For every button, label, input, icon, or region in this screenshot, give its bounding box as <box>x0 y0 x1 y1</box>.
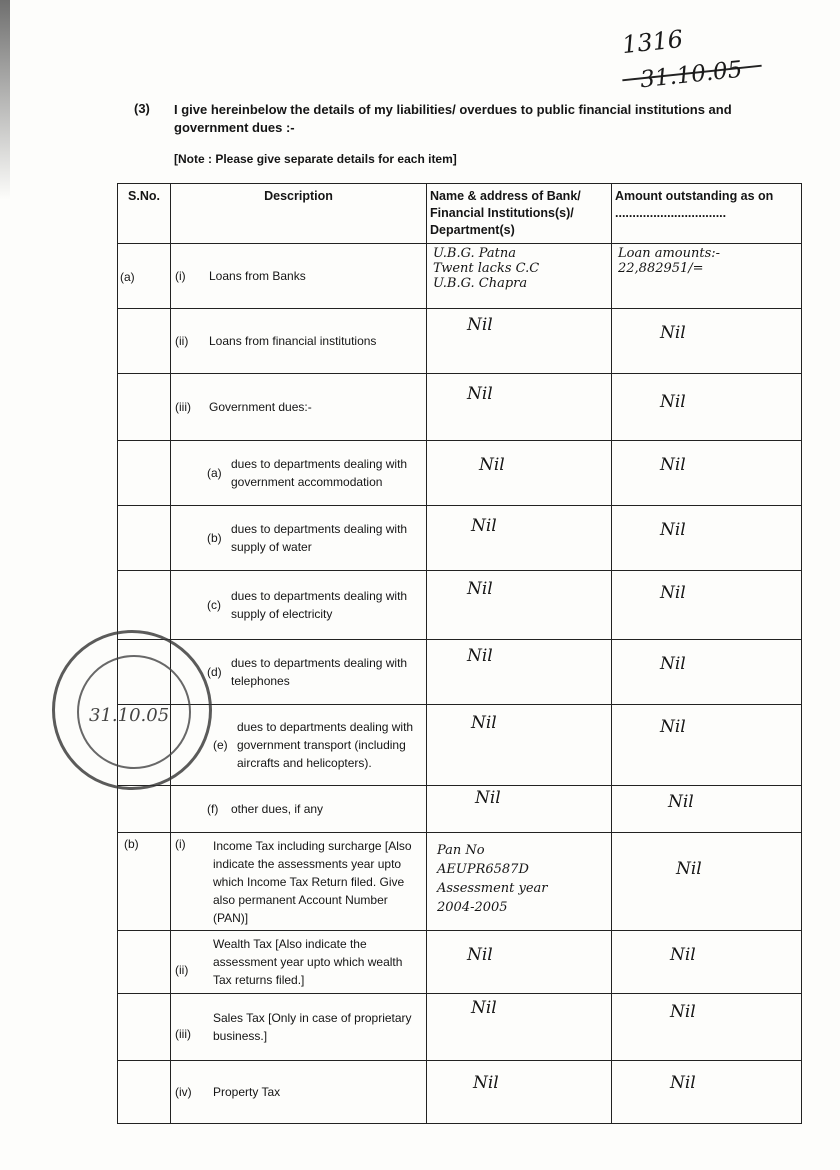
row-sno <box>118 994 171 1061</box>
row-bank-value: Nil <box>479 455 505 475</box>
row-bank-value: Nil <box>475 788 501 808</box>
row-amount <box>612 441 802 506</box>
row-text: dues to departments dealing with supply of electricity <box>231 589 408 621</box>
table-row <box>118 640 802 705</box>
row-sno <box>118 441 171 506</box>
row-sno: (a) <box>118 244 171 309</box>
row-bank-value: Nil <box>467 945 493 965</box>
row-description <box>171 833 427 931</box>
reference-number: 1316 <box>620 24 685 60</box>
row-bank <box>427 244 612 309</box>
row-description <box>171 374 427 441</box>
row-amount <box>612 640 802 705</box>
row-amount-value: Nil <box>660 323 686 343</box>
paragraph-text: I give hereinbelow the details of my liabilities/ overdues to public financial institutions and government dues :- <box>174 102 732 135</box>
row-numeral: (i) <box>175 269 186 283</box>
table-row <box>118 374 802 441</box>
row-sno <box>118 1061 171 1124</box>
table-row <box>118 309 802 374</box>
row-bank <box>427 571 612 640</box>
row-description <box>171 571 427 640</box>
row-letter: (a) <box>207 466 222 480</box>
row-amount <box>612 1061 802 1124</box>
row-sno <box>118 786 171 833</box>
table-row <box>118 571 802 640</box>
row-bank-value: Nil <box>467 646 493 666</box>
row-amount-value: Nil <box>676 859 702 879</box>
scan-edge-shadow <box>0 0 10 200</box>
table-row <box>118 931 802 994</box>
row-amount-value: Nil <box>670 1073 696 1093</box>
header-amount: Amount outstanding as on ................................ <box>612 184 802 244</box>
row-amount <box>612 309 802 374</box>
row-amount <box>612 374 802 441</box>
row-text: Income Tax including surcharge [Also indicate the assessments year upto which Income Tax Return filed. Give also permanent Account Number (PAN)] <box>213 839 412 925</box>
row-bank <box>427 705 612 786</box>
row-text: Loans from Banks <box>209 269 306 283</box>
row-bank <box>427 786 612 833</box>
row-text: dues to departments dealing with government accommodation <box>231 457 408 489</box>
row-numeral: (iv) <box>175 1085 192 1099</box>
row-description <box>171 244 427 309</box>
row-amount <box>612 506 802 571</box>
row-numeral: (iii) <box>175 1027 191 1041</box>
row-text: Wealth Tax [Also indicate the assessment year upto which wealth Tax returns filed.] <box>213 937 403 987</box>
row-amount-value: Nil <box>660 654 686 674</box>
row-text: other dues, if any <box>231 802 324 816</box>
row-bank <box>427 931 612 994</box>
row-amount <box>612 931 802 994</box>
row-letter: (c) <box>207 598 221 612</box>
row-sno: (b) <box>118 833 171 931</box>
row-bank-value: Nil <box>467 579 493 599</box>
table-row <box>118 244 802 309</box>
row-description <box>171 1061 427 1124</box>
table-row <box>118 833 802 931</box>
reference-date: 31.10.05 <box>638 56 744 94</box>
table-header-row <box>118 184 802 244</box>
row-amount-value: Nil <box>660 717 686 737</box>
row-numeral: (i) <box>175 837 186 851</box>
row-amount-value: Nil <box>670 1002 696 1022</box>
seal-date: 31.10.05 <box>89 705 170 726</box>
header-sno: S.No. <box>118 184 171 244</box>
row-letter: (b) <box>207 531 222 545</box>
row-letter: (e) <box>213 738 228 752</box>
row-text: Government dues:- <box>209 400 312 414</box>
row-bank-value: Nil <box>471 516 497 536</box>
row-amount-value: Nil <box>668 792 694 812</box>
row-amount-value: Nil <box>660 392 686 412</box>
row-bank <box>427 640 612 705</box>
row-amount <box>612 571 802 640</box>
official-seal <box>52 630 212 790</box>
row-amount-value: Nil <box>670 945 696 965</box>
paragraph-number: (3) <box>134 101 150 116</box>
row-bank <box>427 374 612 441</box>
row-description <box>171 931 427 994</box>
row-sno <box>118 931 171 994</box>
table-row <box>118 994 802 1061</box>
row-description <box>171 441 427 506</box>
row-bank-value: Pan No AEUPR6587D Assessment year 2004-2005 <box>437 843 548 915</box>
row-description <box>171 309 427 374</box>
row-text: Loans from financial institutions <box>209 334 377 348</box>
row-numeral: (ii) <box>175 334 189 348</box>
table-row <box>118 441 802 506</box>
row-numeral: (iii) <box>175 400 191 414</box>
row-bank-value: Nil <box>471 998 497 1018</box>
row-amount <box>612 786 802 833</box>
table-row <box>118 786 802 833</box>
row-letter: (f) <box>207 802 219 816</box>
paragraph-note: [Note : Please give separate details for each item] <box>174 152 457 166</box>
row-bank <box>427 833 612 931</box>
header-bank: Name & address of Bank/ Financial Institutions(s)/ Department(s) <box>427 184 612 244</box>
row-amount <box>612 244 802 309</box>
row-text: Sales Tax [Only in case of proprietary business.] <box>213 1011 412 1043</box>
row-bank <box>427 1061 612 1124</box>
row-amount <box>612 705 802 786</box>
row-text: dues to departments dealing with telephones <box>231 656 408 688</box>
row-bank-value: Nil <box>467 384 493 404</box>
row-description <box>171 994 427 1061</box>
row-bank-value: U.B.G. Patna Twent lacks C.C U.B.G. Chapra <box>433 246 540 291</box>
row-description <box>171 506 427 571</box>
row-bank <box>427 441 612 506</box>
row-letter: (d) <box>207 665 222 679</box>
row-sno <box>118 309 171 374</box>
row-text: Property Tax <box>213 1085 281 1099</box>
row-numeral: (ii) <box>175 963 189 977</box>
row-amount-value: Nil <box>660 583 686 603</box>
table-row <box>118 506 802 571</box>
row-text: dues to departments dealing with government transport (including aircrafts and helicopters). <box>237 720 414 770</box>
table-row <box>118 705 802 786</box>
row-sno <box>118 506 171 571</box>
row-amount <box>612 994 802 1061</box>
header-description: Description <box>171 184 427 244</box>
row-description <box>171 786 427 833</box>
row-sno <box>118 571 171 640</box>
row-bank <box>427 994 612 1061</box>
row-bank <box>427 309 612 374</box>
row-amount <box>612 833 802 931</box>
row-amount-value: Nil <box>660 520 686 540</box>
row-text: dues to departments dealing with supply of water <box>231 522 408 554</box>
row-sno <box>118 374 171 441</box>
table-row <box>118 1061 802 1124</box>
row-bank-value: Nil <box>467 315 493 335</box>
row-bank <box>427 506 612 571</box>
liabilities-table <box>117 183 802 1124</box>
row-amount-value: Loan amounts:- 22,882951/= <box>618 246 721 276</box>
row-bank-value: Nil <box>471 713 497 733</box>
row-amount-value: Nil <box>660 455 686 475</box>
row-bank-value: Nil <box>473 1073 499 1093</box>
